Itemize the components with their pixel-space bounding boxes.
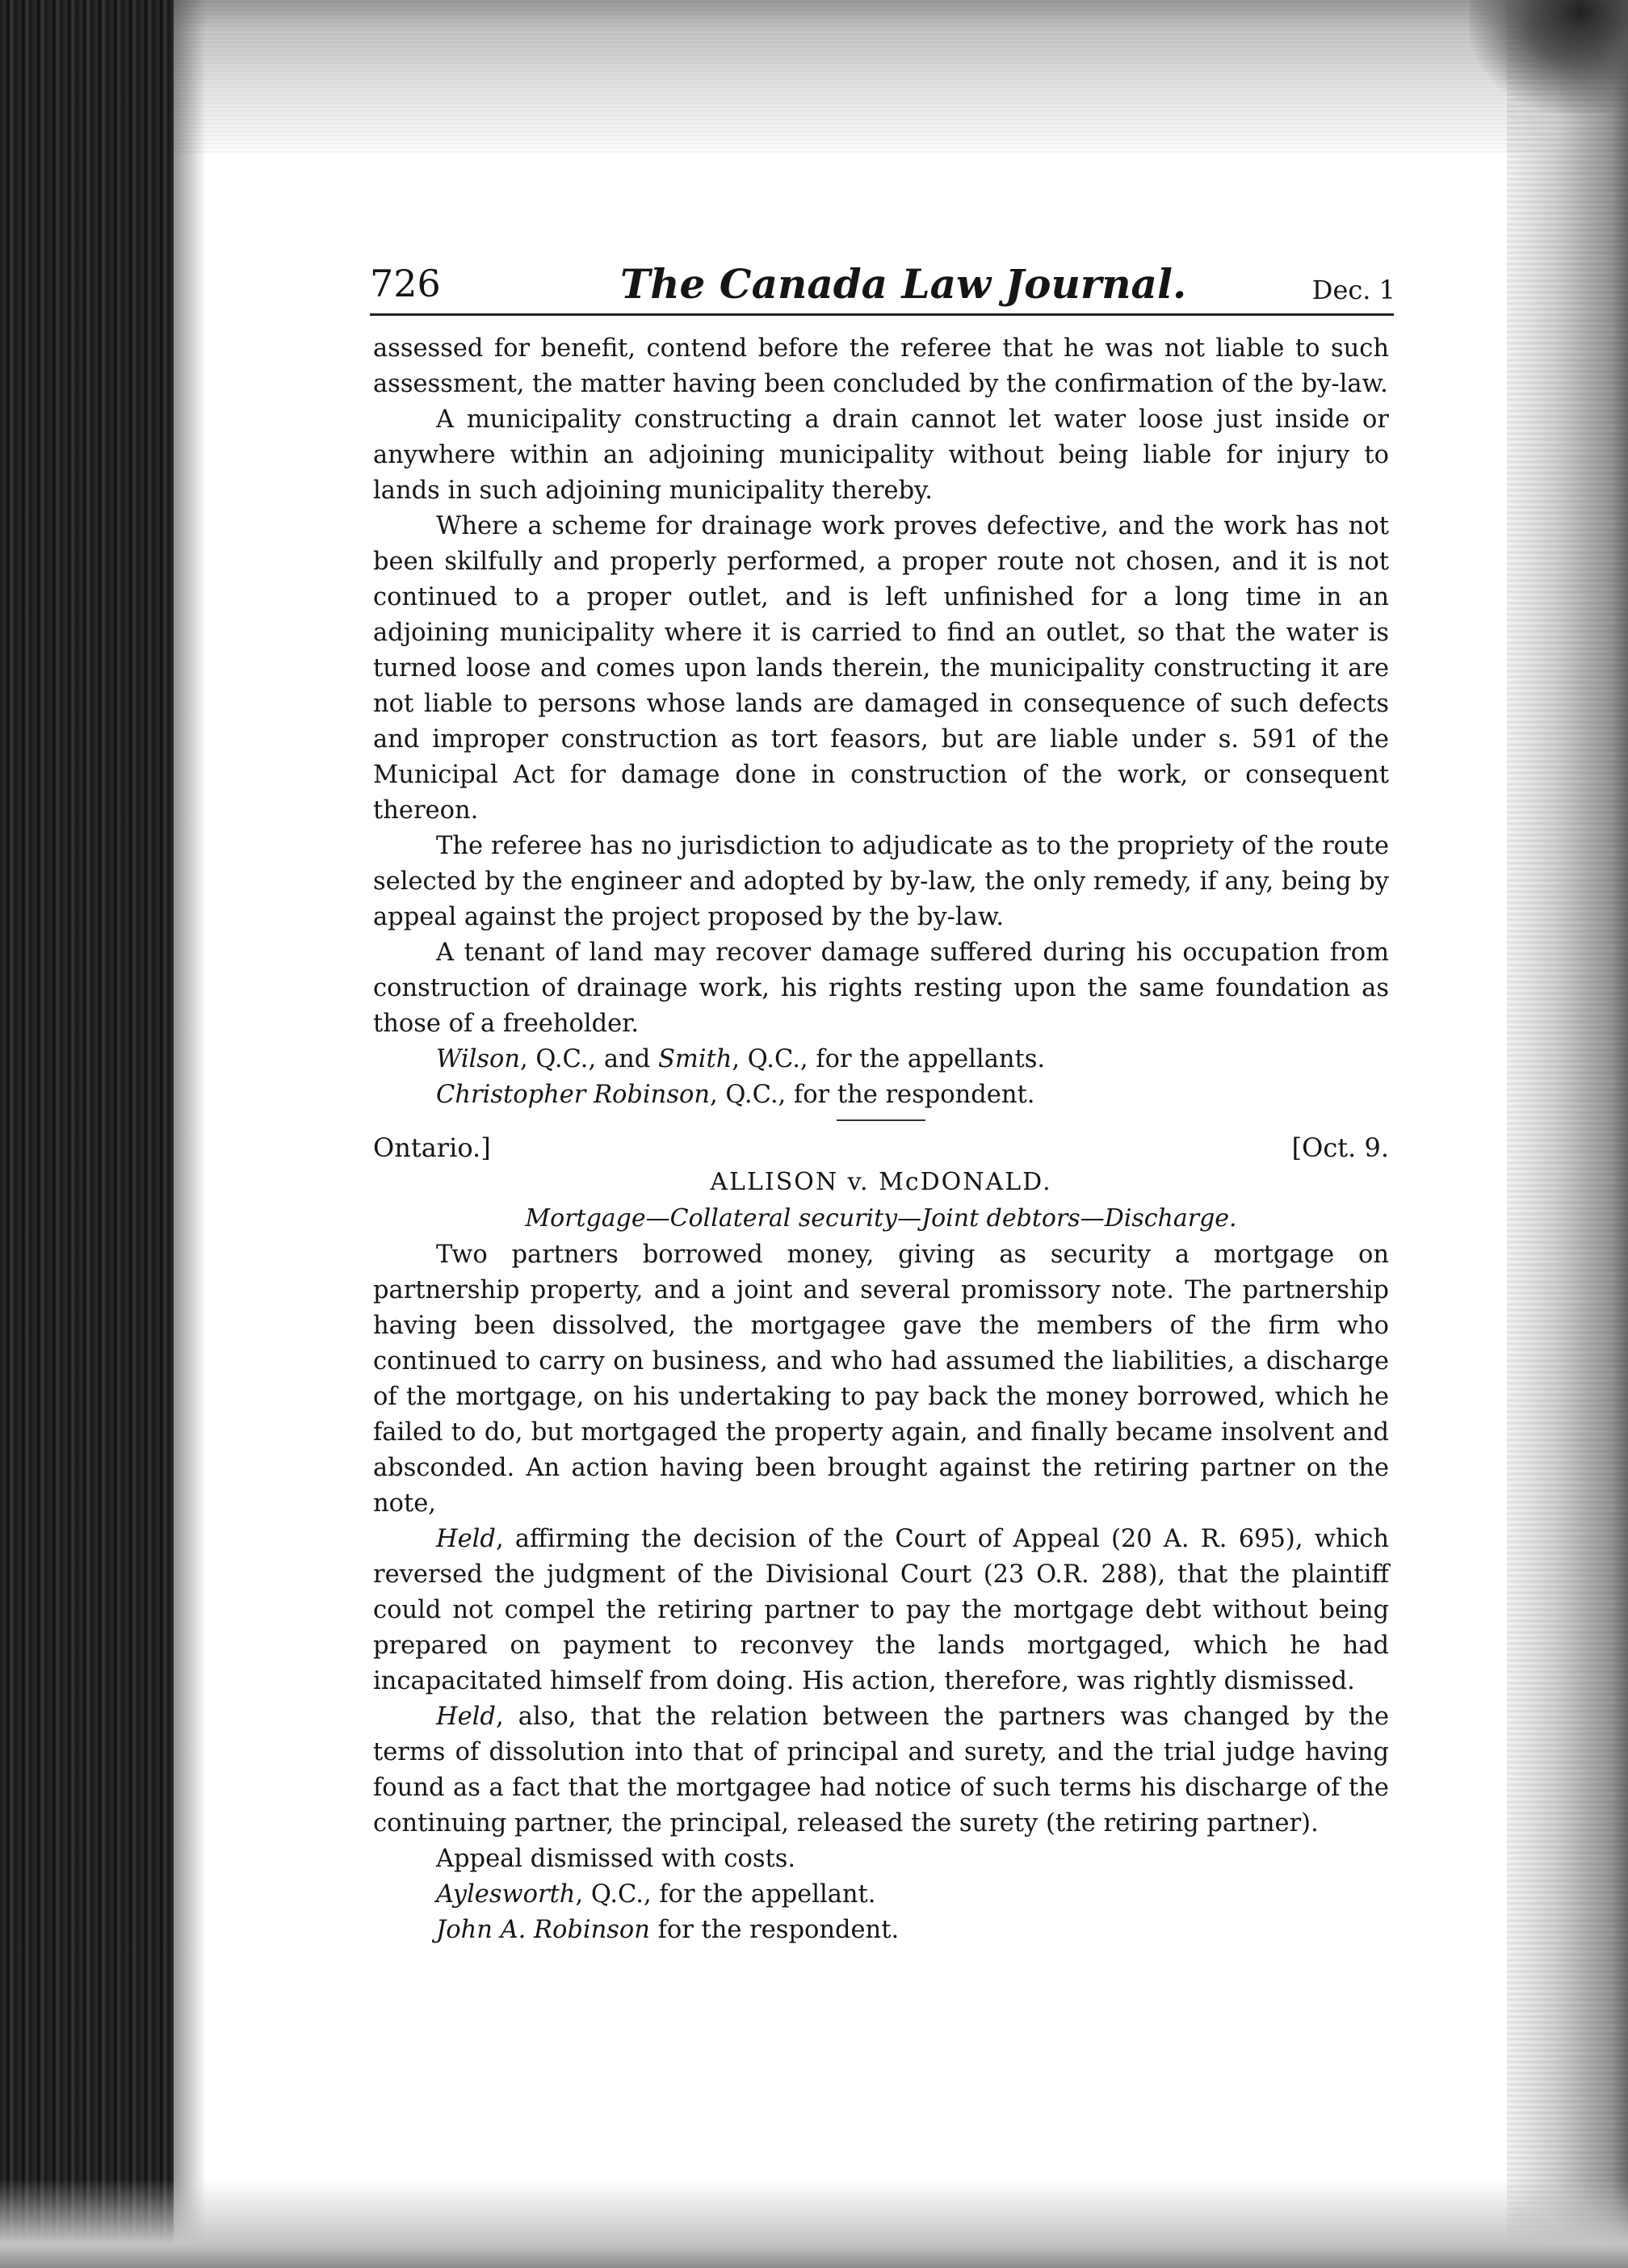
paragraph [373, 1522, 1389, 1699]
counsel-text: , Q.C., for the appellants. [732, 1045, 1046, 1073]
scan-bottom-edge [0, 2179, 1628, 2268]
paragraph [373, 1699, 1389, 1842]
section-separator [837, 1119, 925, 1121]
header-rule [370, 313, 1394, 316]
decision-date: [Oct. 9. [1291, 1132, 1389, 1163]
disposition: Appeal dismissed with costs. [436, 1845, 796, 1873]
counsel-line [373, 1042, 1389, 1077]
paragraph: A municipality constructing a drain cannot let water loose just inside or anywhere within an adjoining municipality without being liable for injury to lands in such adjoining municipality thereby. [373, 405, 1389, 505]
article-body [373, 331, 1389, 1948]
paragraph: The referee has no jurisdiction to adjudicate as to the propriety of the route selected by the engineer and adopted by by-law, the only remedy, if any, being by appeal against the project proposed by the by-law. [373, 832, 1389, 931]
paragraph: Where a scheme for drainage work proves defective, and the work has not been skilfully and properly performed, a proper route not chosen, and it is not continued to a proper outlet, and is left unfinished for a long time in an adjoining municipality where it is carried to find an outlet, so that the water is turned loose and comes upon lands therein, the municipality constructing it are not liable to persons whose lands are damaged in consequence of such defects and improper construction as tort feasors, but are liable under s. 591 of the Municipal Act for damage done in construction of the work, or consequent thereon. [373, 512, 1389, 825]
scan-left-margin [0, 0, 174, 2268]
counsel-name: Wilson [436, 1045, 520, 1073]
scan-corner-artifact [1470, 0, 1628, 113]
running-header [370, 260, 1395, 310]
held-text: , also, that the relation between the partners was changed by the terms of dissolution into that of principal and surety, and the trial judge having found as a fact that the mortgagee had notice of such terms his discharge of the continuing partner, the principal, released the surety (the retiring partner). [373, 1703, 1389, 1838]
counsel-name: Smith [657, 1045, 732, 1073]
held-label: Held [436, 1525, 496, 1553]
paragraph: Two partners borrowed money, giving as security a mortgage on partnership property, and a joint and several promissory note. The partnership having been dissolved, the mortgagee gave the members of the firm who continued to carry on business, and who had assumed the liabilities, a discharge of the mortgage, on his undertaking to pay back the money borrowed, which he failed to do, but mortgaged the property again, and finally became insolvent and absconded. An action having been brought against the retiring partner on the note, [373, 1241, 1389, 1518]
counsel-text: , Q.C., for the respondent. [710, 1081, 1035, 1109]
header-date: Dec. 1 [1311, 275, 1395, 305]
counsel-name: John A. Robinson [436, 1916, 650, 1944]
counsel-name: Christopher Robinson [436, 1081, 710, 1109]
counsel-text: , Q.C., and [519, 1045, 658, 1073]
journal-title: The Canada Law Journal. [620, 260, 1187, 308]
paragraph: A tenant of land may recover damage suffered during his occupation from construction of drainage work, his rights resting upon the same foundation as those of a freeholder. [373, 939, 1389, 1038]
court-name: Ontario.] [373, 1132, 491, 1163]
counsel-text: for the respondent. [649, 1916, 900, 1944]
paragraph: assessed for benefit, contend before the referee that he was not liable to such assessment, the matter having been concluded by the confirmation of the by-law. [373, 334, 1389, 398]
case-title: ALLISON v. McDONALD. [710, 1168, 1052, 1196]
counsel-text: , Q.C., for the appellant. [575, 1880, 876, 1909]
counsel-line [373, 1913, 1389, 1948]
held-text: , affirming the decision of the Court of Appeal (20 A. R. 695), which reversed the judgment of the Divisional Court (23 O.R. 288), that the plaintiff could not compel the retiring partner to pay the mortgage debt without being prepared on payment to reconvey the lands mortgaged, which he had incapacitated himself from doing. His action, therefore, was rightly dismissed. [373, 1525, 1389, 1695]
case-court-row [373, 1131, 1389, 1165]
counsel-line [373, 1077, 1389, 1113]
counsel-line [373, 1877, 1389, 1913]
held-label: Held [436, 1703, 496, 1731]
scan-top-edge [0, 0, 1628, 153]
case-subject: Mortgage—Collateral security—Joint debtors—Discharge. [525, 1204, 1237, 1233]
counsel-name: Aylesworth [436, 1880, 576, 1909]
scan-left-shadow [174, 0, 206, 2268]
scan-right-edge [1507, 0, 1628, 2268]
page-number: 726 [370, 262, 441, 305]
